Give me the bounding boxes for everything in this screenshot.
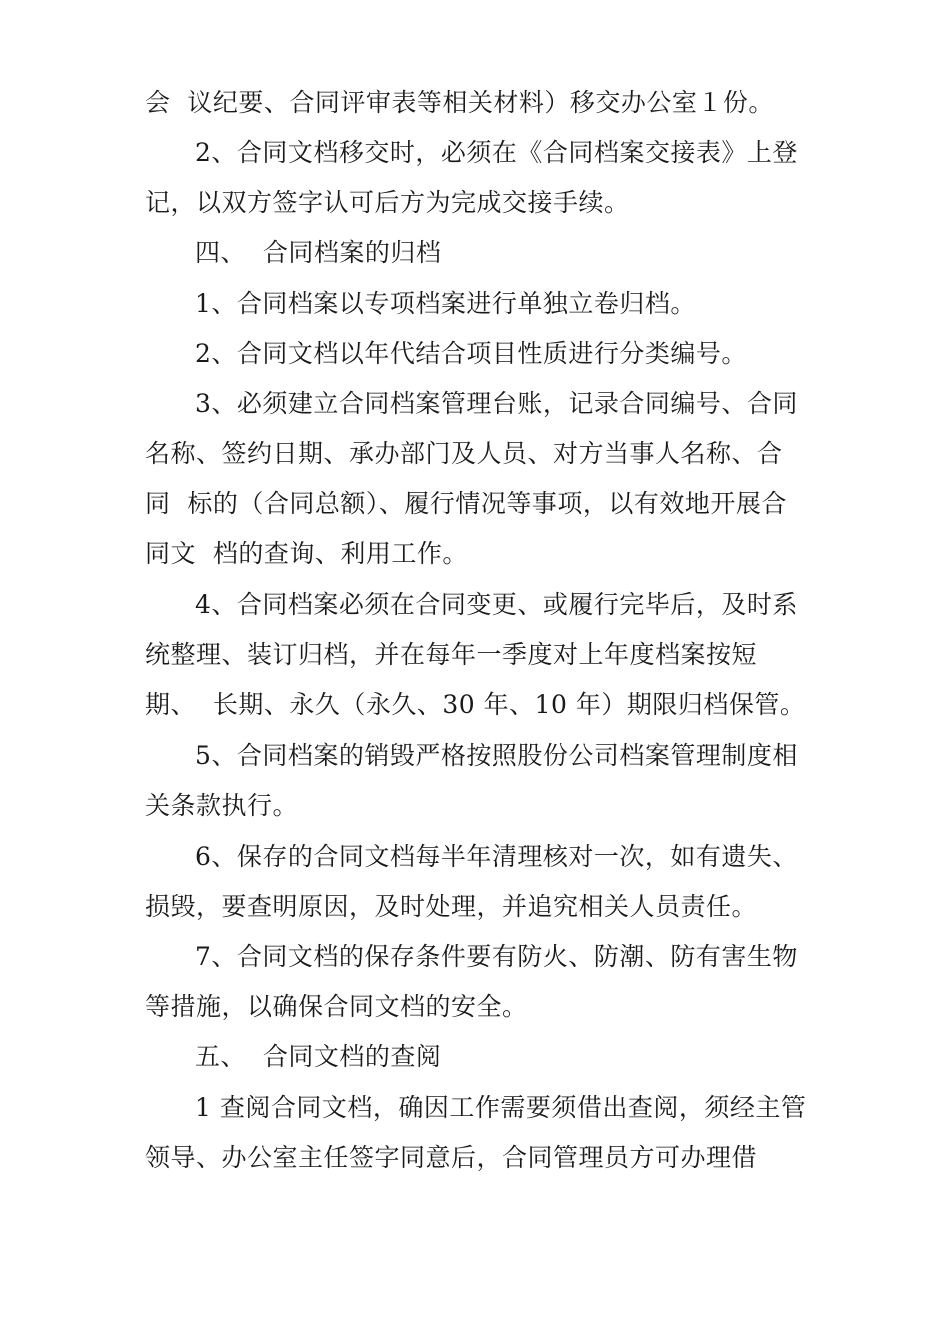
paragraph-line: 记，以双方签字认可后方为完成交接手续。 (145, 188, 630, 217)
paragraph-line: 损毁，要查明原因，及时处理，并追究相关人员责任。 (145, 892, 758, 921)
paragraph-line: 7、合同文档的保存条件要有防火、防潮、防有害生物 (195, 942, 798, 971)
paragraph-line: 统整理、装订归档，并在每年一季度对上年度档案按短 (145, 640, 758, 669)
paragraph-line: 2、合同文档以年代结合项目性质进行分类编号。 (195, 339, 747, 368)
paragraph-line: 4、合同档案必须在合同变更、或履行完毕后，及时系 (195, 590, 798, 619)
paragraph-line: 1、合同档案以专项档案进行单独立卷归档。 (195, 289, 696, 318)
section-heading: 四、 合同档案的归档 (195, 238, 442, 267)
paragraph-line: 期、 长期、永久（永久、30 年、10 年）期限归档保管。 (145, 690, 806, 719)
paragraph-line: 2、合同文档移交时，必须在《合同档案交接表》上登 (195, 138, 798, 167)
paragraph-line: 6、保存的合同文档每半年清理核对一次，如有遗失、 (195, 842, 798, 871)
paragraph-line: 领导、办公室主任签字同意后，合同管理员方可办理借 (145, 1143, 758, 1172)
paragraph-line: 关条款执行。 (145, 791, 299, 820)
paragraph-line: 会 议纪要、合同评审表等相关材料）移交办公室１份。 (145, 88, 774, 117)
section-heading: 五、 合同文档的查阅 (195, 1042, 442, 1071)
paragraph-line: 同文 档的查询、利用工作。 (145, 539, 468, 568)
paragraph-line: 名称、签约日期、承办部门及人员、对方当事人名称、合 (145, 439, 783, 468)
paragraph-line: 1 查阅合同文档，确因工作需要须借出查阅，须经主管 (195, 1093, 807, 1122)
paragraph-line: 3、必须建立合同档案管理台账，记录合同编号、合同 (195, 389, 798, 418)
paragraph-line: 同 标的（合同总额）、履行情况等事项，以有效地开展合 (145, 489, 787, 518)
paragraph-line: 等措施，以确保合同文档的安全。 (145, 992, 528, 1021)
paragraph-line: 5、合同档案的销毁严格按照股份公司档案管理制度相 (195, 741, 798, 770)
